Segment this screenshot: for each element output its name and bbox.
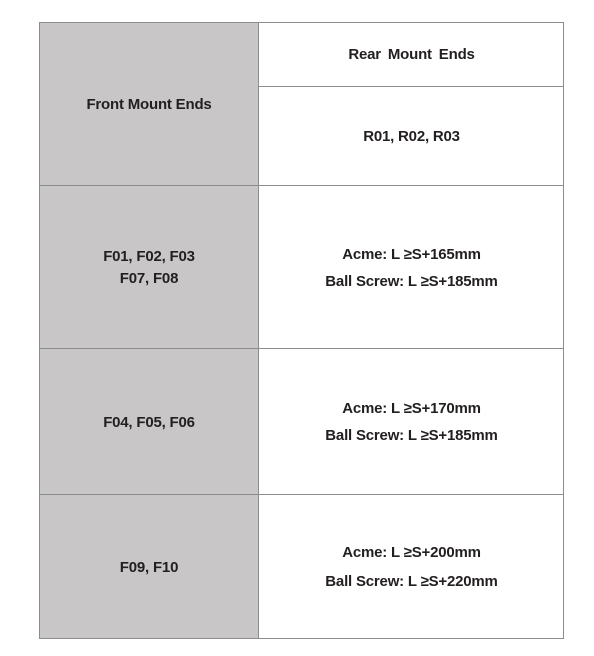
front-mount-ends-header: [39, 22, 259, 186]
length-cell-3: [259, 495, 564, 639]
table-border-bottom: [39, 638, 564, 639]
rear-codes-cell: [259, 87, 564, 186]
column-divider: [258, 22, 259, 639]
rear-mount-ends-header: [259, 22, 564, 87]
front-mount-ends-label: Front Mount Ends: [86, 95, 212, 113]
front-codes-cell-2: [39, 349, 259, 495]
front-codes-line: F07, F08: [119, 269, 179, 287]
row-divider: [39, 494, 564, 495]
table-border-top: [39, 22, 564, 23]
header-divider: [259, 86, 564, 87]
length-cell-2: [259, 349, 564, 495]
row-divider: [39, 185, 564, 186]
mount-ends-table: [39, 22, 564, 639]
front-codes-line: F09, F10: [119, 558, 179, 576]
front-codes-line: F04, F05, F06: [103, 413, 195, 431]
front-codes-line: F01, F02, F03: [103, 247, 195, 265]
acme-length-text: Acme: L ≥S+165mm: [342, 245, 481, 263]
table-border-left: [39, 22, 40, 639]
row-divider: [39, 348, 564, 349]
front-codes-cell-3: [39, 495, 259, 639]
rear-codes-text: R01, R02, R03: [363, 128, 460, 145]
acme-length-text: Acme: L ≥S+200mm: [342, 544, 481, 561]
acme-length-text: Acme: L ≥S+170mm: [342, 400, 481, 417]
table-border-right: [563, 22, 564, 639]
ball-screw-length-text: Ball Screw: L ≥S+220mm: [325, 573, 498, 590]
length-cell-1: [259, 186, 564, 349]
ball-screw-length-text: Ball Screw: L ≥S+185mm: [325, 272, 498, 290]
front-codes-cell-1: [39, 186, 259, 349]
rear-mount-ends-label: Rear Mount Ends: [348, 46, 475, 63]
ball-screw-length-text: Ball Screw: L ≥S+185mm: [325, 427, 498, 444]
